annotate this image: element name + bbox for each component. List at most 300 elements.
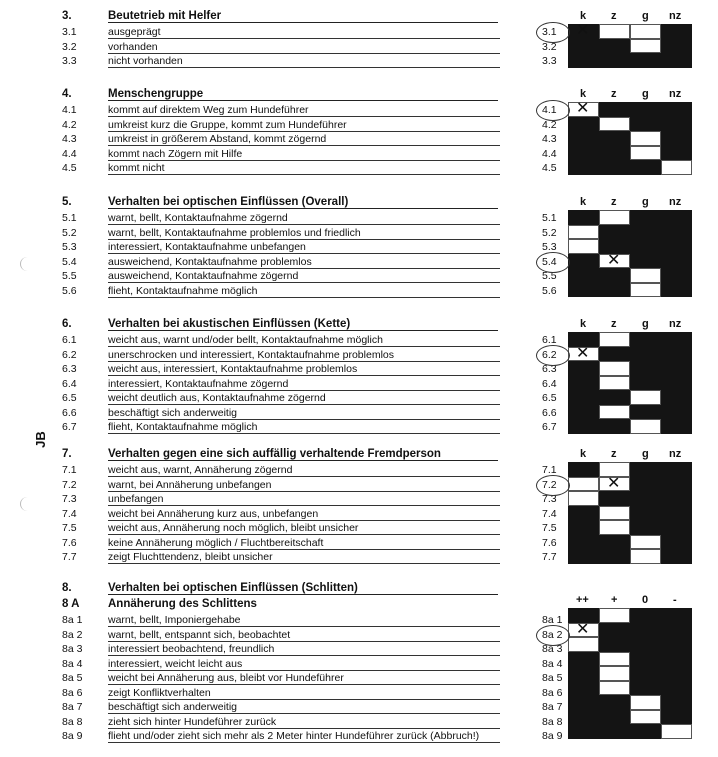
criterion-number: 7.7 — [62, 551, 77, 563]
rating-cell-blocked — [661, 666, 692, 681]
rating-cell-option[interactable] — [599, 608, 630, 623]
criterion-number: 8a 9 — [62, 730, 83, 742]
rating-cell-option[interactable] — [599, 117, 630, 132]
rating-cell-blocked — [568, 724, 599, 739]
criterion-number: 6.7 — [62, 421, 77, 433]
rating-cell-blocked — [568, 681, 599, 696]
rating-cell-blocked — [661, 146, 692, 161]
rating-cell-blocked — [568, 210, 599, 225]
rating-cell-blocked — [630, 666, 661, 681]
rating-cell-blocked — [630, 652, 661, 667]
criterion-text: unbefangen — [108, 493, 500, 506]
criterion-code: 5.3 — [542, 241, 557, 253]
rating-cell-option[interactable] — [630, 710, 661, 725]
criterion-code: 6.3 — [542, 363, 557, 375]
criterion-number: 5.6 — [62, 284, 77, 297]
rating-cell-blocked — [630, 477, 661, 492]
criterion-number: 5.2 — [62, 226, 77, 239]
criterion-text: flieht und/oder zieht sich mehr als 2 Meter hinter Hundeführer zurück (Abbruch!) — [108, 730, 500, 743]
rating-column-header: ++ — [576, 594, 589, 606]
rating-column-header: k — [580, 196, 587, 208]
rating-column-header: k — [580, 448, 587, 460]
rating-cell-blocked — [599, 146, 630, 161]
criterion-code: 8a 9 — [542, 730, 563, 742]
criterion-number: 7.5 — [62, 522, 77, 534]
rating-cell-option[interactable] — [599, 506, 630, 521]
rating-cell-option[interactable] — [568, 491, 599, 506]
rating-column-header: g — [642, 88, 649, 100]
rating-cell-blocked — [661, 347, 692, 362]
rating-column-header: z — [611, 318, 617, 330]
rating-cell-blocked — [661, 254, 692, 269]
criterion-text: nicht vorhanden — [108, 55, 500, 68]
criterion-text: weicht aus, warnt und/oder bellt, Kontaktaufnahme möglich — [108, 334, 500, 347]
rating-cell-blocked — [661, 24, 692, 39]
rating-cell-blocked — [568, 283, 599, 298]
rating-cell-blocked — [599, 535, 630, 550]
rating-cell-option[interactable] — [599, 652, 630, 667]
criterion-number: 3.2 — [62, 40, 77, 53]
rating-cell-blocked — [661, 39, 692, 54]
criterion-code: 5.1 — [542, 212, 557, 224]
criterion-code: 3.1 — [542, 26, 557, 38]
handwritten-cross-mark: ✕ — [576, 618, 590, 638]
rating-cell-blocked — [661, 710, 692, 725]
rating-cell-blocked — [661, 239, 692, 254]
criterion-number: 4.5 — [62, 162, 77, 174]
rating-cell-blocked — [630, 254, 661, 269]
rating-cell-blocked — [630, 462, 661, 477]
criterion-number: 8a 1 — [62, 614, 83, 626]
criterion-code: 7.1 — [542, 464, 557, 476]
rating-cell-blocked — [599, 131, 630, 146]
rating-cell-blocked — [568, 549, 599, 564]
section-number: 6. — [62, 318, 72, 330]
criterion-code: 7.7 — [542, 551, 557, 563]
rating-cell-option[interactable] — [568, 477, 599, 492]
criterion-text: warnt, bellt, entspannt sich, beobachtet — [108, 629, 500, 642]
rating-cell-option[interactable] — [599, 376, 630, 391]
criterion-text: weicht aus, Annäherung noch möglich, bleibt unsicher — [108, 522, 500, 535]
rating-column-header: nz — [669, 196, 682, 208]
rating-cell-blocked — [661, 623, 692, 638]
rating-cell-blocked — [568, 710, 599, 725]
rating-cell-option[interactable] — [599, 681, 630, 696]
rating-cell-option[interactable] — [630, 131, 661, 146]
rating-cell-blocked — [661, 283, 692, 298]
rating-cell-option[interactable] — [630, 695, 661, 710]
rating-cell-blocked — [568, 520, 599, 535]
criterion-code: 4.1 — [542, 104, 557, 116]
criterion-number: 8a 8 — [62, 715, 83, 728]
criterion-text: warnt, bei Annäherung unbefangen — [108, 479, 500, 492]
criterion-text: zeigt Konfliktverhalten — [108, 687, 500, 700]
section-title: Verhalten bei optischen Einflüssen (Overall) — [108, 196, 498, 209]
criterion-code: 5.6 — [542, 284, 557, 297]
rating-cell-blocked — [661, 549, 692, 564]
criterion-number: 7.4 — [62, 507, 77, 520]
rating-cell-option[interactable] — [599, 332, 630, 347]
handwritten-cross-mark: ✕ — [576, 342, 590, 362]
handwritten-cross-mark: ✕ — [576, 98, 590, 117]
criterion-text: ausweichend, Kontaktaufnahme problemlos — [108, 256, 500, 269]
rating-cell-option[interactable] — [568, 225, 599, 240]
section-number: 4. — [62, 88, 72, 100]
rating-cell-blocked — [630, 347, 661, 362]
rating-cell-blocked — [630, 405, 661, 420]
rating-column-header: g — [642, 448, 649, 460]
rating-cell-blocked — [661, 131, 692, 146]
rating-cell-blocked — [661, 477, 692, 492]
section-title: Verhalten gegen eine sich auffällig verhaltende Fremdperson — [108, 448, 498, 461]
rating-cell-option[interactable] — [630, 283, 661, 298]
rating-cell-blocked — [568, 117, 599, 132]
section-title: Verhalten bei optischen Einflüssen (Schlitten) — [108, 582, 498, 595]
rating-cell-blocked — [599, 225, 630, 240]
criterion-text: umkreist in größerem Abstand, kommt zögernd — [108, 133, 500, 146]
criterion-text: zieht sich hinter Hundeführer zurück — [108, 716, 500, 729]
criterion-text: keine Annäherung möglich / Fluchtbereitschaft — [108, 537, 500, 550]
criterion-code: 4.5 — [542, 162, 557, 174]
rating-column-header: g — [642, 318, 649, 330]
rating-cell-blocked — [599, 637, 630, 652]
criterion-number: 7.6 — [62, 536, 77, 549]
rating-cell-option[interactable] — [568, 637, 599, 652]
rating-cell-blocked — [599, 53, 630, 68]
rating-cell-blocked — [630, 225, 661, 240]
criterion-number: 4.4 — [62, 147, 77, 160]
criterion-code: 7.4 — [542, 507, 557, 520]
handwritten-circle-mark — [536, 475, 570, 496]
rating-cell-option[interactable] — [630, 268, 661, 283]
criterion-code: 6.6 — [542, 406, 557, 419]
handwritten-circle-mark — [536, 625, 570, 646]
criterion-text: kommt auf direktem Weg zum Hundeführer — [108, 104, 500, 117]
criterion-text: warnt, bellt, Kontaktaufnahme problemlos und friedlich — [108, 227, 500, 240]
criterion-code: 8a 2 — [542, 628, 563, 641]
rating-cell-blocked — [630, 491, 661, 506]
rating-cell-blocked — [630, 361, 661, 376]
rating-cell-blocked — [661, 376, 692, 391]
rating-cell-blocked — [661, 390, 692, 405]
criterion-number: 8a 3 — [62, 643, 83, 655]
rating-cell-blocked — [599, 549, 630, 564]
criterion-number: 5.5 — [62, 270, 77, 282]
criterion-number: 6.2 — [62, 348, 77, 361]
rating-column-header: nz — [669, 88, 682, 100]
rating-cell-blocked — [630, 681, 661, 696]
rating-cell-blocked — [630, 53, 661, 68]
rating-column-header: z — [611, 448, 617, 460]
criterion-number: 7.1 — [62, 464, 77, 476]
criterion-number: 6.1 — [62, 334, 77, 346]
rating-cell-blocked — [661, 608, 692, 623]
criterion-text: ausgeprägt — [108, 26, 500, 39]
rating-cell-blocked — [661, 535, 692, 550]
rating-cell-option[interactable] — [599, 361, 630, 376]
criterion-code: 6.2 — [542, 348, 557, 361]
rating-cell-blocked — [568, 405, 599, 420]
rating-cell-blocked — [661, 210, 692, 225]
rating-cell-blocked — [661, 520, 692, 535]
rating-cell-blocked — [599, 268, 630, 283]
rating-cell-blocked — [568, 160, 599, 175]
section-title: Beutetrieb mit Helfer — [108, 10, 498, 23]
criterion-code: 6.4 — [542, 377, 557, 390]
rating-cell-blocked — [599, 695, 630, 710]
rating-cell-blocked — [568, 146, 599, 161]
criterion-number: 4.3 — [62, 133, 77, 145]
rating-cell-blocked — [661, 695, 692, 710]
criterion-code: 8a 8 — [542, 715, 563, 728]
criterion-code: 7.5 — [542, 522, 557, 534]
rating-cell-blocked — [599, 102, 630, 117]
criterion-code: 3.3 — [542, 55, 557, 67]
rating-cell-blocked — [661, 53, 692, 68]
criterion-number: 6.5 — [62, 392, 77, 404]
rating-cell-option[interactable] — [599, 666, 630, 681]
rating-cell-blocked — [568, 419, 599, 434]
criterion-code: 7.2 — [542, 478, 557, 491]
criterion-text: warnt, bellt, Kontaktaufnahme zögernd — [108, 212, 500, 225]
rating-cell-blocked — [661, 268, 692, 283]
rating-cell-option[interactable] — [630, 390, 661, 405]
criterion-text: warnt, bellt, Imponiergehabe — [108, 614, 500, 627]
rating-cell-blocked — [568, 462, 599, 477]
criterion-text: umkreist kurz die Gruppe, kommt zum Hundeführer — [108, 119, 500, 132]
rating-cell-blocked — [661, 681, 692, 696]
rating-column-header: + — [611, 594, 618, 606]
rating-cell-blocked — [661, 102, 692, 117]
rating-cell-option[interactable] — [630, 39, 661, 54]
rating-cell-blocked — [630, 608, 661, 623]
rating-cell-option[interactable] — [630, 146, 661, 161]
rating-cell-blocked — [599, 390, 630, 405]
criterion-text: weicht aus, warnt, Annäherung zögernd — [108, 464, 500, 477]
criterion-code: 8a 5 — [542, 672, 563, 684]
rating-cell-blocked — [599, 491, 630, 506]
criterion-text: weicht bei Annäherung kurz aus, unbefangen — [108, 508, 500, 521]
handwritten-cross-mark: ✕ — [607, 249, 621, 269]
rating-cell-option[interactable] — [630, 419, 661, 434]
rating-column-header: k — [580, 88, 587, 100]
rating-cell-option[interactable] — [568, 239, 599, 254]
criterion-text: weicht bei Annäherung aus, bleibt vor Hundeführer — [108, 672, 500, 685]
rating-column-header: nz — [669, 318, 682, 330]
criterion-code: 8a 3 — [542, 643, 563, 655]
criterion-code: 6.5 — [542, 392, 557, 404]
rating-cell-blocked — [568, 39, 599, 54]
criterion-number: 8a 7 — [62, 701, 83, 713]
criterion-code: 4.4 — [542, 147, 557, 160]
criterion-code: 7.6 — [542, 536, 557, 549]
subsection-title: Annäherung des Schlittens — [108, 598, 257, 610]
criterion-text: weicht aus, interessiert, Kontaktaufnahme problemlos — [108, 363, 500, 376]
rating-column-header: nz — [669, 448, 682, 460]
rating-cell-blocked — [630, 520, 661, 535]
rating-cell-blocked — [599, 623, 630, 638]
handwritten-circle-mark — [536, 100, 570, 121]
rating-column-header: z — [611, 196, 617, 208]
criterion-code: 6.7 — [542, 421, 557, 433]
criterion-number: 6.3 — [62, 363, 77, 375]
rating-cell-blocked — [568, 652, 599, 667]
rating-cell-blocked — [630, 724, 661, 739]
rating-cell-blocked — [661, 462, 692, 477]
handwritten-cross-mark: ✕ — [576, 20, 590, 39]
criterion-code: 8a 7 — [542, 701, 563, 713]
criterion-number: 7.2 — [62, 478, 77, 491]
rating-cell-blocked — [630, 102, 661, 117]
criterion-text: zeigt Fluchttendenz, bleibt unsicher — [108, 551, 500, 564]
criterion-text: kommt nach Zögern mit Hilfe — [108, 148, 500, 161]
criterion-text: interessiert beobachtend, freundlich — [108, 643, 500, 656]
criterion-number: 5.3 — [62, 241, 77, 253]
rating-cell-blocked — [599, 160, 630, 175]
criterion-number: 8a 2 — [62, 628, 83, 641]
criterion-code: 4.2 — [542, 118, 557, 131]
section-title: Verhalten bei akustischen Einflüssen (Kette) — [108, 318, 498, 331]
rating-cell-option[interactable] — [599, 24, 630, 39]
rating-column-header: k — [580, 318, 587, 330]
rating-column-header: - — [673, 594, 677, 606]
rating-cell-blocked — [630, 376, 661, 391]
rating-cell-option[interactable] — [599, 405, 630, 420]
rating-cell-blocked — [661, 405, 692, 420]
criterion-text: flieht, Kontaktaufnahme möglich — [108, 421, 500, 434]
rating-cell-option[interactable] — [599, 210, 630, 225]
criterion-code: 7.3 — [542, 493, 557, 505]
rating-cell-blocked — [599, 419, 630, 434]
criterion-text: beschäftigt sich anderweitig — [108, 407, 500, 420]
criterion-text: interessiert, Kontaktaufnahme unbefangen — [108, 241, 500, 254]
rating-column-header: k — [580, 10, 587, 22]
rating-cell-option[interactable] — [661, 160, 692, 175]
rating-column-header: g — [642, 196, 649, 208]
subsection-number: 8 A — [62, 598, 80, 610]
rating-cell-blocked — [630, 160, 661, 175]
rating-cell-blocked — [568, 390, 599, 405]
criterion-code: 3.2 — [542, 40, 557, 53]
rating-cell-blocked — [630, 623, 661, 638]
side-label: JB — [32, 431, 48, 448]
rating-cell-blocked — [630, 332, 661, 347]
rating-cell-blocked — [661, 361, 692, 376]
rating-cell-blocked — [630, 506, 661, 521]
rating-cell-blocked — [568, 666, 599, 681]
criterion-number: 5.1 — [62, 212, 77, 224]
rating-cell-blocked — [568, 376, 599, 391]
criterion-number: 5.4 — [62, 255, 77, 268]
handwritten-circle-mark — [536, 22, 570, 43]
handwritten-circle-mark — [536, 345, 570, 366]
rating-cell-blocked — [568, 268, 599, 283]
criterion-text: weicht deutlich aus, Kontaktaufnahme zögernd — [108, 392, 500, 405]
criterion-text: vorhanden — [108, 41, 500, 54]
handwritten-cross-mark: ✕ — [607, 472, 621, 492]
rating-cell-blocked — [661, 506, 692, 521]
criterion-code: 6.1 — [542, 334, 557, 346]
rating-column-header: nz — [669, 10, 682, 22]
criterion-number: 4.2 — [62, 118, 77, 131]
rating-cell-blocked — [599, 347, 630, 362]
criterion-code: 8a 1 — [542, 614, 563, 626]
criterion-code: 5.5 — [542, 270, 557, 282]
criterion-code: 5.4 — [542, 255, 557, 268]
rating-cell-blocked — [568, 506, 599, 521]
criterion-text: kommt nicht — [108, 162, 500, 175]
rating-cell-option[interactable] — [630, 24, 661, 39]
section-header — [62, 582, 692, 598]
rating-cell-option[interactable] — [599, 520, 630, 535]
rating-cell-blocked — [599, 724, 630, 739]
rating-cell-blocked — [661, 225, 692, 240]
rating-cell-blocked — [661, 652, 692, 667]
criterion-number: 6.4 — [62, 377, 77, 390]
rating-cell-option[interactable] — [630, 549, 661, 564]
section-title: Menschengruppe — [108, 88, 498, 101]
criterion-text: interessiert, weicht leicht aus — [108, 658, 500, 671]
criterion-number: 8a 4 — [62, 657, 83, 670]
rating-cell-blocked — [661, 419, 692, 434]
rating-cell-blocked — [661, 117, 692, 132]
rating-column-header: z — [611, 88, 617, 100]
rating-cell-blocked — [568, 535, 599, 550]
criterion-text: flieht, Kontaktaufnahme möglich — [108, 285, 500, 298]
criterion-number: 8a 5 — [62, 672, 83, 684]
rating-cell-blocked — [568, 254, 599, 269]
rating-cell-blocked — [568, 695, 599, 710]
criterion-number: 4.1 — [62, 104, 77, 116]
rating-cell-blocked — [630, 637, 661, 652]
rating-cell-blocked — [661, 637, 692, 652]
rating-cell-blocked — [661, 491, 692, 506]
punch-hole — [20, 497, 35, 511]
rating-cell-blocked — [630, 117, 661, 132]
rating-cell-blocked — [568, 53, 599, 68]
section-number: 8. — [62, 582, 72, 594]
criterion-code: 4.3 — [542, 133, 557, 145]
rating-column-header: 0 — [642, 594, 649, 606]
section-number: 3. — [62, 10, 72, 22]
section-number: 7. — [62, 448, 72, 460]
section-number: 5. — [62, 196, 72, 208]
rating-cell-option[interactable] — [661, 724, 692, 739]
rating-column-header: z — [611, 10, 617, 22]
rating-cell-blocked — [599, 710, 630, 725]
rating-cell-blocked — [568, 361, 599, 376]
rating-column-header: g — [642, 10, 649, 22]
rating-cell-option[interactable] — [630, 535, 661, 550]
criterion-code: 5.2 — [542, 226, 557, 239]
rating-cell-blocked — [661, 332, 692, 347]
criterion-number: 3.1 — [62, 26, 77, 38]
criterion-code: 8a 6 — [542, 686, 563, 699]
criterion-text: ausweichend, Kontaktaufnahme zögernd — [108, 270, 500, 283]
rating-cell-blocked — [630, 239, 661, 254]
rating-cell-blocked — [568, 131, 599, 146]
rating-cell-blocked — [599, 283, 630, 298]
criterion-text: unerschrocken und interessiert, Kontaktaufnahme problemlos — [108, 349, 500, 362]
punch-hole — [20, 257, 35, 271]
rating-cell-blocked — [599, 39, 630, 54]
criterion-code: 8a 4 — [542, 657, 563, 670]
criterion-number: 3.3 — [62, 55, 77, 67]
criterion-number: 6.6 — [62, 406, 77, 419]
criterion-text: beschäftigt sich anderweitig — [108, 701, 500, 714]
rating-cell-blocked — [630, 210, 661, 225]
criterion-number: 8a 6 — [62, 686, 83, 699]
